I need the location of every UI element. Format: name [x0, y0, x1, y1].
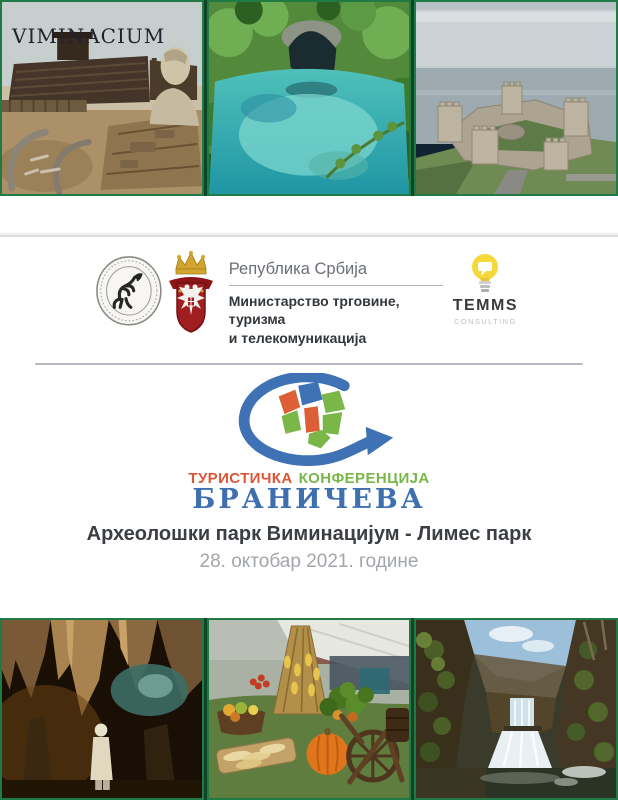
waterfall-illustration	[416, 620, 616, 798]
conference-name: БРАНИЧЕВА	[192, 484, 426, 516]
photo-viminacium-amphitheater	[0, 0, 204, 196]
label-touristic: ТУРИСТИЧКА	[188, 470, 293, 488]
temms-tagline: CONSULTING	[454, 317, 517, 326]
event-title: Археолошки парк Виминацијум - Лимес парк	[86, 523, 532, 546]
lightbulb-icon	[465, 253, 505, 295]
top-photo-strip	[0, 0, 618, 196]
label-conference: КОНФЕРЕНЦИЈА	[298, 470, 430, 488]
photo-cave-interior	[0, 618, 204, 800]
ministry-logo	[164, 251, 443, 347]
ministry-country: Република Србија	[229, 260, 443, 286]
conference-logo	[223, 373, 395, 469]
photo-harvest-display	[207, 618, 411, 800]
viminacium-seal-logo	[94, 255, 164, 329]
ministry-name-line1: Министарство трговине, туризма	[228, 293, 400, 328]
branicevo-map-arrows-icon	[223, 373, 395, 469]
horse-seal-icon	[94, 255, 164, 327]
horizontal-divider	[35, 363, 583, 365]
serbia-coat-of-arms-icon	[164, 245, 218, 337]
temms-logo	[443, 253, 528, 326]
harvest-illustration	[209, 620, 409, 798]
event-date: 28. октобар 2021. године	[199, 551, 419, 573]
photo-waterfall	[414, 618, 618, 800]
photo-ram-fortress	[414, 0, 618, 196]
logo-row	[0, 237, 618, 347]
blue-spring-illustration	[209, 2, 409, 194]
photo-blue-spring	[207, 0, 411, 196]
invitation-card	[0, 237, 618, 573]
ministry-text-block	[229, 260, 443, 347]
fortress-illustration	[416, 2, 616, 194]
bottom-photo-strip	[0, 618, 618, 800]
viminacium-caption: VIMINACIUM	[12, 24, 166, 48]
ministry-name-line2: и телекомуникација	[228, 329, 367, 346]
temms-name: TEMMS	[452, 297, 519, 314]
cave-illustration	[2, 620, 202, 798]
